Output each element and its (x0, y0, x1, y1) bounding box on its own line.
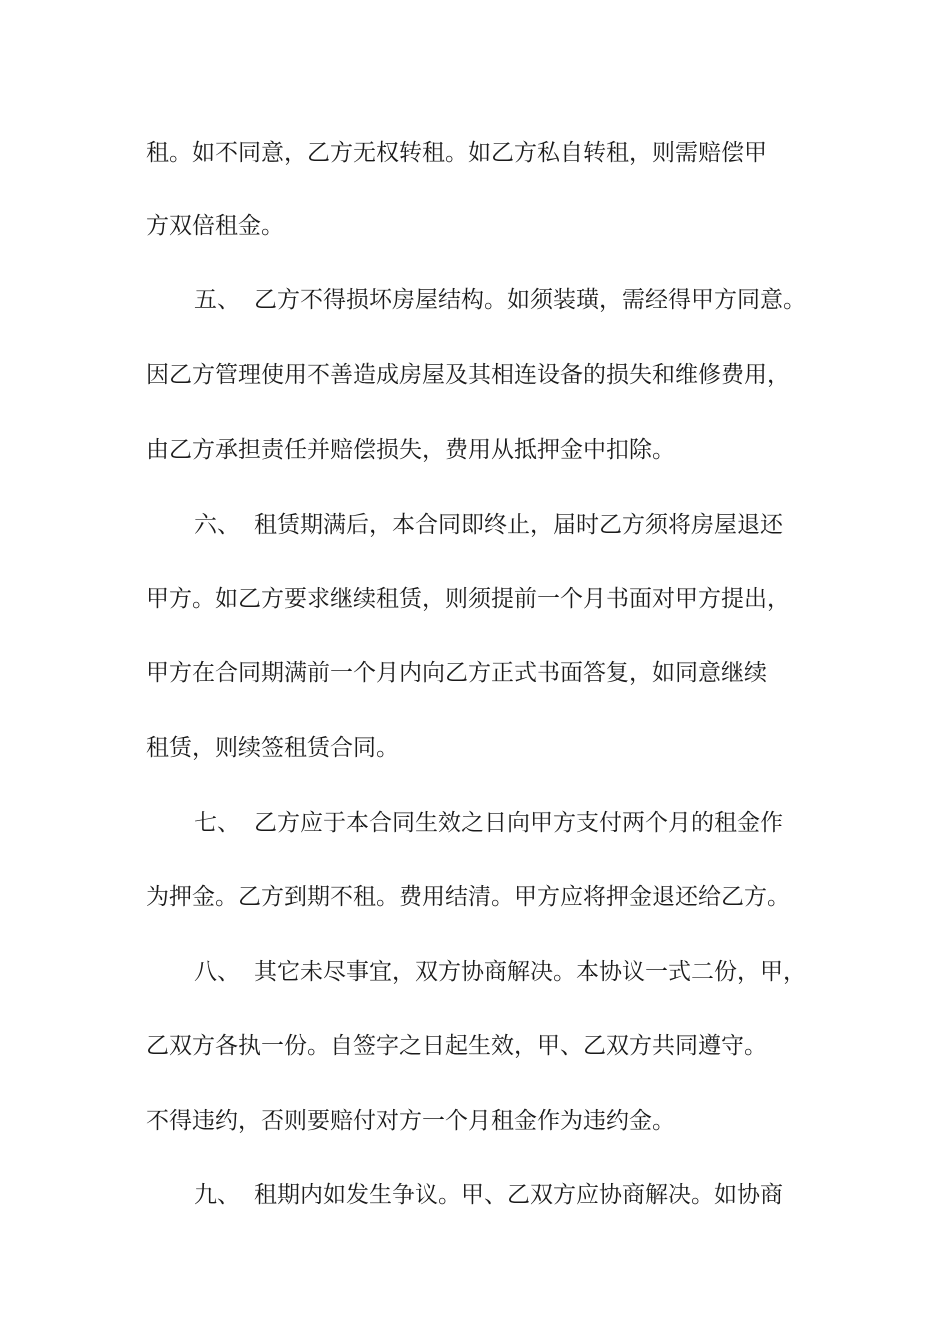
clause-number: 八、 (194, 959, 240, 985)
text-line-7 (146, 582, 826, 616)
text-line-4 (146, 358, 826, 392)
line-text: 为押金。乙方到期不租。费用结清。甲方应将押金退还给乙方。 (146, 884, 790, 910)
clause-nine (194, 1178, 826, 1212)
text-line-1 (146, 136, 826, 170)
line-text: 乙方不得损坏房屋结构。如须装璜，需经得甲方同意。 (254, 287, 806, 313)
line-text: 乙双方各执一份。自签字之日起生效，甲、乙双方共同遵守。 (146, 1033, 767, 1059)
text-line-5 (146, 433, 826, 467)
line-text: 租赁期满后，本合同即终止，届时乙方须将房屋退还 (254, 512, 783, 538)
clause-six (194, 508, 826, 542)
clause-five (194, 283, 826, 317)
line-text: 其它未尽事宜，双方协商解决。本协议一式二份，甲， (254, 959, 806, 985)
line-text: 因乙方管理使用不善造成房屋及其相连设备的损失和维修费用， (146, 362, 790, 388)
text-line-2 (146, 209, 826, 243)
clause-seven (194, 806, 826, 840)
text-line-9 (146, 731, 826, 765)
line-text: 租。如不同意，乙方无权转租。如乙方私自转租，则需赔偿甲 (146, 140, 767, 166)
line-text: 由乙方承担责任并赔偿损失，费用从抵押金中扣除。 (146, 437, 675, 463)
text-line-14 (146, 1104, 826, 1138)
line-text: 乙方应于本合同生效之日向甲方支付两个月的租金作 (254, 810, 783, 836)
line-text: 甲方。如乙方要求继续租赁，则须提前一个月书面对甲方提出， (146, 586, 790, 612)
text-line-11 (146, 880, 826, 914)
line-text: 不得违约，否则要赔付对方一个月租金作为违约金。 (146, 1108, 675, 1134)
line-text: 方双倍租金。 (146, 213, 284, 239)
text-line-13 (146, 1029, 826, 1063)
clause-eight (194, 955, 826, 989)
line-text: 租赁，则续签租赁合同。 (146, 735, 399, 761)
clause-number: 六、 (194, 512, 240, 538)
line-text: 租期内如发生争议。甲、乙双方应协商解决。如协商 (254, 1182, 783, 1208)
clause-number: 五、 (194, 287, 240, 313)
clause-number: 九、 (194, 1182, 240, 1208)
clause-number: 七、 (194, 810, 240, 836)
text-line-8 (146, 656, 826, 690)
line-text: 甲方在合同期满前一个月内向乙方正式书面答复，如同意继续 (146, 660, 767, 686)
